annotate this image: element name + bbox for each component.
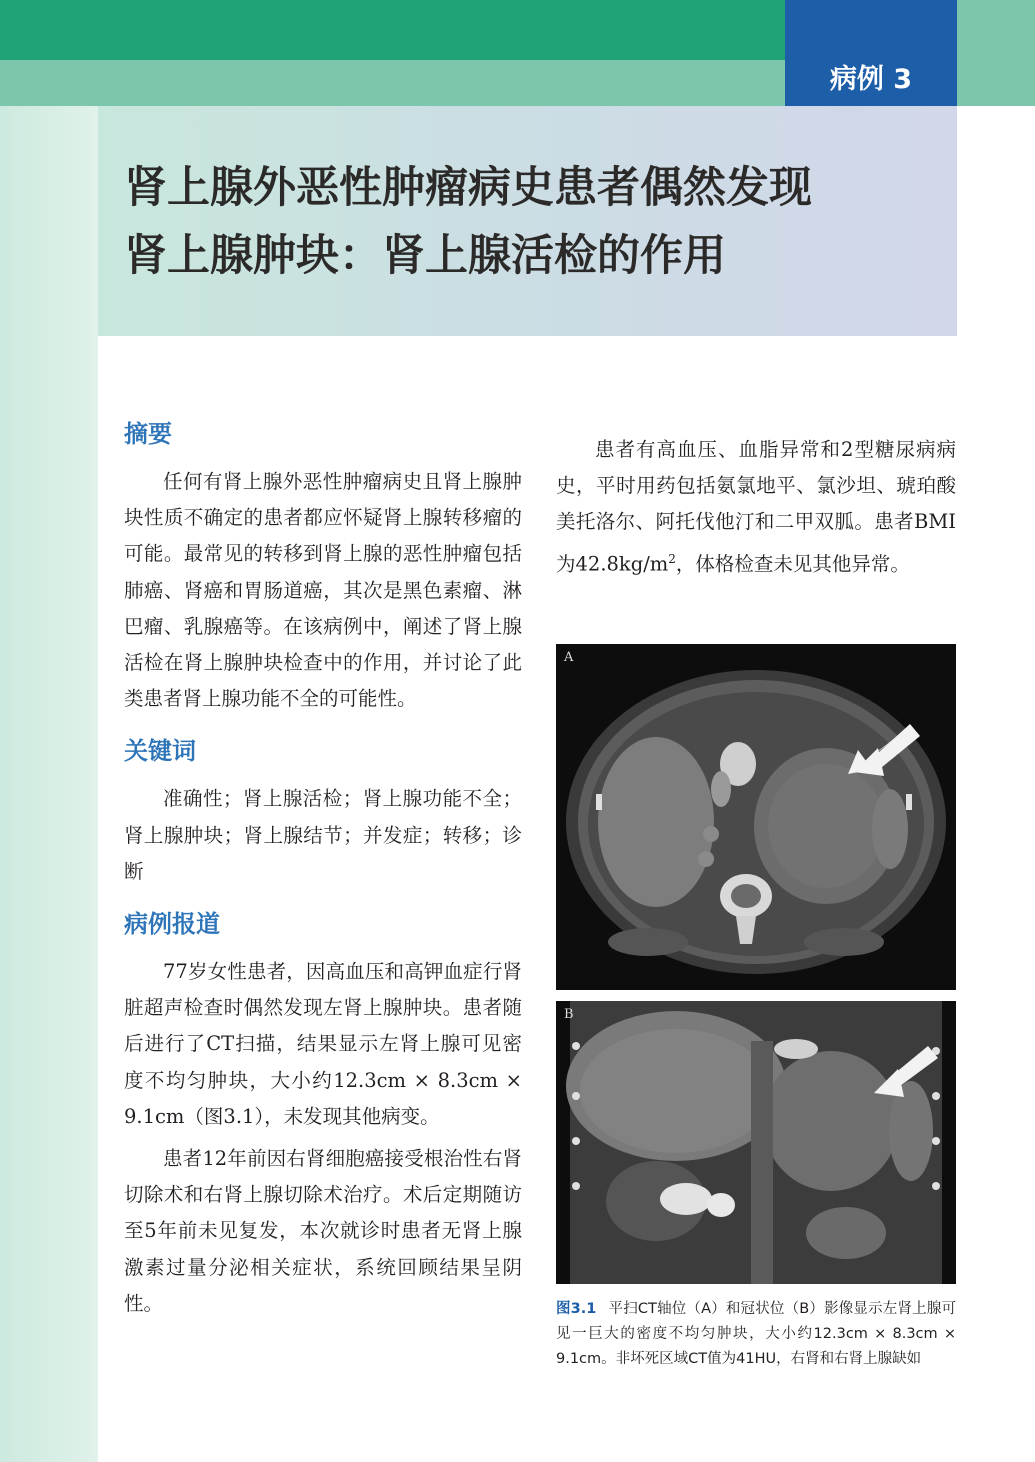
history-text: 患者有高血压、血脂异常和2型糖尿病病史，平时用药包括氨氯地平、氯沙坦、琥珀酸美托洛尔、阿托伐他汀和二甲双胍。患者BMI为42.8kg/m: [556, 438, 956, 576]
history-text-end: ，体格检查未见其他异常。: [675, 552, 910, 576]
title-block: [98, 106, 957, 336]
abstract-text: 任何有肾上腺外恶性肿瘤病史且肾上腺肿块性质不确定的患者都应怀疑肾上腺转移瘤的可能。最常见的转移到肾上腺的恶性肿瘤包括肺癌、肾癌和胃肠道癌，其次是黑色素瘤、淋巴瘤、乳腺癌等。在该病例中，阐述了肾上腺活检在肾上腺肿块检查中的作用，并讨论了此类患者肾上腺功能不全的可能性。: [124, 470, 522, 711]
right-column: [556, 432, 956, 582]
case-report-para-1: 77岁女性患者，因高血压和高钾血症行肾脏超声检查时偶然发现左肾上腺肿块。患者随后进行了CT扫描，结果显示左肾上腺可见密度不均匀肿块，大小约12.3cm × 8.3cm × 9.1cm（图3.1），未发现其他病变。: [124, 960, 522, 1128]
keywords-heading: 关键词: [124, 737, 196, 766]
figure-caption: [556, 1297, 956, 1372]
title-line-2: 肾上腺肿块：肾上腺活检的作用: [124, 231, 726, 281]
ct-image-coronal: [556, 1001, 956, 1284]
side-band: [0, 106, 98, 1462]
ct-coronal-drawing: [556, 1001, 956, 1284]
figure-caption-text: 平扫CT轴位（A）和冠状位（B）影像显示左肾上腺可见一巨大的密度不均匀肿块，大小约12.3cm × 8.3cm × 9.1cm。非坏死区域CT值为41HU，右肾和右肾上腺缺如: [556, 1301, 956, 1367]
figure-label-a: A: [564, 650, 574, 665]
abstract-heading: 摘要: [124, 420, 172, 448]
title-line-1: 肾上腺外恶性肿瘤病史患者偶然发现: [124, 163, 812, 213]
left-column: [124, 412, 522, 1322]
figure-label-b: B: [564, 1007, 574, 1022]
page-title: [124, 154, 944, 290]
superscript-2: 2: [668, 551, 676, 566]
case-report-para-2: 患者12年前因右肾细胞癌接受根治性右肾切除术和右肾上腺切除术治疗。术后定期随访至5年前未见复发，本次就诊时患者无肾上腺激素过量分泌相关症状，系统回顾结果呈阴性。: [124, 1147, 522, 1315]
ct-axial-drawing: [556, 644, 956, 990]
figure-number: 图3.1: [556, 1301, 597, 1317]
case-number-tab: [785, 0, 957, 106]
keywords-text: 准确性；肾上腺活检；肾上腺功能不全；肾上腺肿块；肾上腺结节；并发症；转移；诊断: [124, 787, 522, 883]
header-strip-right: [957, 0, 1035, 106]
history-paragraph: [556, 432, 956, 582]
header-band-light: [0, 60, 785, 106]
ct-image-axial: [556, 644, 956, 990]
case-label: 病例 3: [829, 64, 913, 95]
header-band: [0, 0, 785, 60]
case-report-heading: 病例报道: [124, 910, 220, 939]
